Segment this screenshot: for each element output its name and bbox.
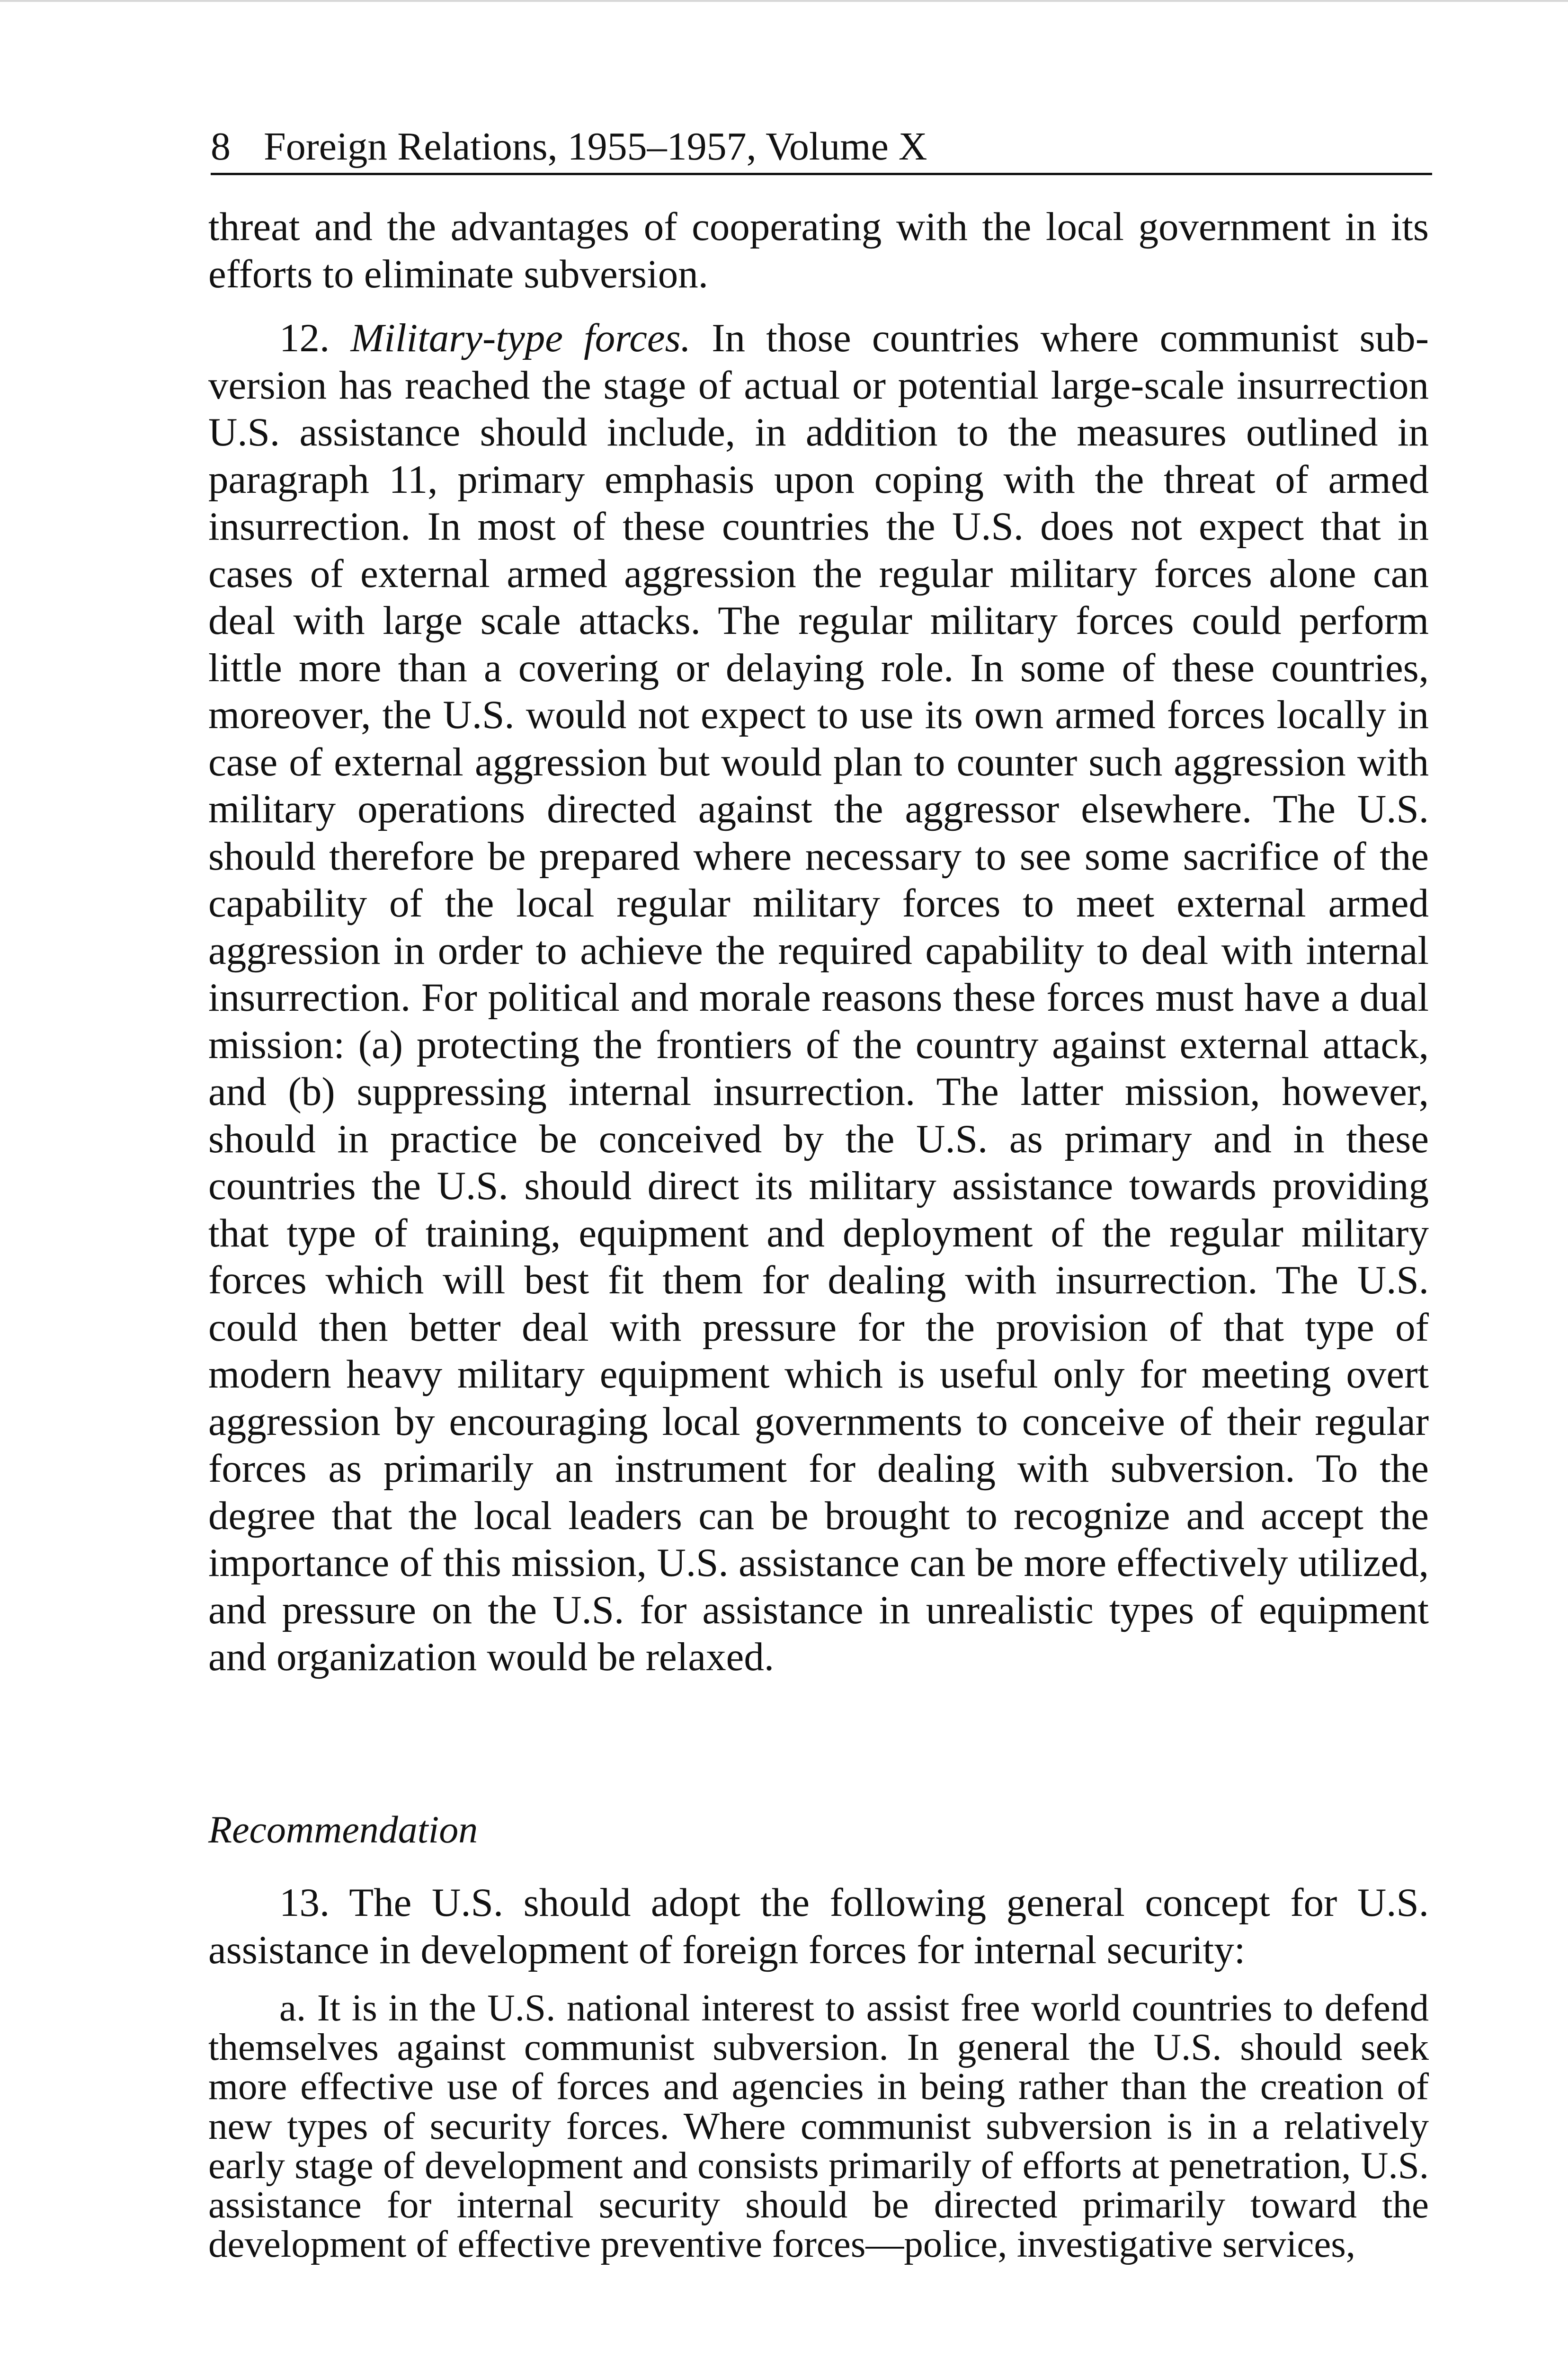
running-header (211, 121, 1432, 175)
paragraph-12-heading: Military-type forces. (350, 316, 691, 360)
paragraph-13: 13. The U.S. should adopt the following general concept for U.S. assistance in development of foreign forces for internal security: (208, 1880, 1429, 1972)
paragraph-12-number: 12. (279, 316, 330, 360)
paragraph-13a: a. It is in the U.S. national interest to assist free world countries to defend themselves against communist subversion. In general the U.S. should seek more effective use of forces and agencies in being rather than the creation of new types of security forces. Where communist subversion is in a relatively early stage of development and consists primarily of efforts at penetration, U.S. assistance for internal security should be directed primarily toward the development of effective preventive forces—police, investigative services, (208, 1986, 1429, 2266)
paragraph-12-body: In those countries where communist subversion has reached the stage of actual or potential large-scale insurrection U.S. assistance should include, in addition to the measures outlined in paragraph 11, primary emphasis upon coping with the threat of armed insurrection. In most of these countries the U.S. does not expect that in cases of external armed aggression the regular military forces alone can deal with large scale attacks. The regular military forces could perform little more than a covering or delaying role. In some of these countries, moreover, the U.S. would not expect to use its own armed forces locally in case of external aggression but would plan to counter such aggression with military operations directed against the aggressor elsewhere. The U.S. should therefore be prepared where necessary to see some sacrifice of the capability of the local regular military forces to meet external armed aggression in order to achieve the required capability to deal with internal insurrection. For political and morale reasons these forces must have a dual mission: (a) protecting the frontiers of the country against external attack, and (b) suppressing internal insurrection. The latter mission, however, should in practice be conceived by the U.S. as primary and in these countries the U.S. should direct its military assistance towards providing that type of training, equipment and deployment of the regular military forces which will best fit them for dealing with insurrection. The U.S. could then better deal with pressure for the provision of that type of modern heavy military equipment which is useful only for meeting overt aggression by encouraging local governments to conceive of their regular forces as primarily an instrument for dealing with subversion. To the degree that the local leaders can be brought to recognize and accept the importance of this mission, U.S. assistance can be more effectively utilized, and pressure on the U.S. for assistance in unrealistic types of equipment and organization would be relaxed. (208, 316, 1429, 1679)
continuation-paragraph: threat and the advantages of cooperating with the local government in its efforts to eliminate subversion. (208, 205, 1429, 296)
recommendation-heading: Recommendation (208, 1808, 478, 1851)
running-title: Foreign Relations, 1955–1957, Volume X (264, 125, 927, 169)
paragraph-12 (208, 315, 1429, 1681)
page-number: 8 (211, 125, 231, 169)
page-top-edge (0, 0, 1568, 7)
